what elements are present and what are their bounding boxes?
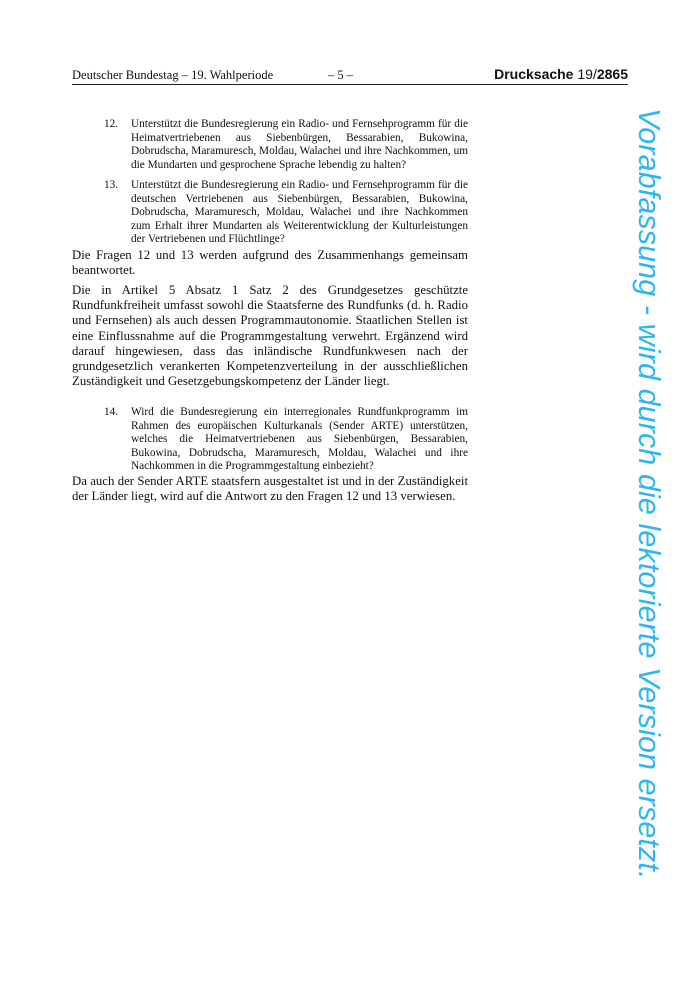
question-13 [104, 179, 468, 247]
question-text: Unterstützt die Bundesregierung ein Radio- und Fernsehprogramm für die Heimatvertriebenen aus Siebenbürgen, Bessarabien, Bukowina, Dobrudscha, Maramuresch, Moldau, Walachei und ihre Nachkommen, um die Mundarten und gesprochene Sprache lebendig zu halten? [131, 118, 468, 171]
header-page-number: – 5 – [328, 68, 353, 82]
watermark-text: Vorabfassung - wird durch die lektorierte Version ersetzt. [632, 108, 666, 880]
header-drucksache-label: Drucksache [494, 66, 574, 82]
question-14 [104, 406, 468, 474]
header-parliament: Deutscher Bundestag – 19. Wahlperiode [72, 68, 274, 82]
header-rule [72, 84, 628, 85]
answer-body-12-13: Die in Artikel 5 Absatz 1 Satz 2 des Grundgesetzes geschützte Rundfunkfreiheit umfasst sowohl die Staatsferne des Rundfunks (d. h. Radio und Fernsehen) als auch dessen Programmautonomie. Staatlichen Stellen ist eine Einflussnahme auf die Programmgestaltung verwehrt. Ergänzend wird darauf hingewiesen, dass das inländische Rundfunkwesen nach der grundgesetzlich verankerten Kompetenzverteilung in der ausschließlichen Zuständigkeit und Gesetzgebungskompetenz der Länder liegt. [72, 283, 468, 389]
question-12 [104, 118, 468, 172]
answer-intro-12-13: Die Fragen 12 und 13 werden aufgrund des Zusammenhangs gemeinsam beantwortet. [72, 248, 468, 278]
question-number: 13. [104, 179, 119, 191]
question-text: Wird die Bundesregierung ein interregionales Rundfunkprogramm im Rahmen des europäischen Kulturkanals (Sender ARTE) unterstützen, welches die Heimatvertriebenen aus Siebenbürgen, Bessarabien, Bukowina, Dobrudscha, Maramuresch, Moldau, Walachei und ihre Nachkommen in die Programmgestaltung einbezieht? [131, 406, 468, 472]
question-number: 14. [104, 406, 119, 418]
question-number: 12. [104, 118, 119, 130]
header-period: 19/ [577, 66, 597, 82]
header-document-number [494, 66, 628, 82]
question-text: Unterstützt die Bundesregierung ein Radio- und Fernsehprogramm für die deutschen Vertriebenen aus Siebenbürgen, Bessarabien, Bukowina, Dobrudscha, Maramuresch, Moldau, Walachei und ihre Nachkommen zum Erhalt ihrer Mundarten als Weiterentwicklung der Kulturleistungen der Vertriebenen und Flüchtlinge? [131, 179, 468, 245]
watermark [600, 108, 700, 898]
page-header [72, 66, 628, 84]
answer-body-14: Da auch der Sender ARTE staatsfern ausgestaltet ist und in der Zuständigkeit der Länder liegt, wird auf die Antwort zu den Fragen 12 und 13 verwiesen. [72, 474, 468, 504]
header-number: 2865 [596, 66, 628, 82]
